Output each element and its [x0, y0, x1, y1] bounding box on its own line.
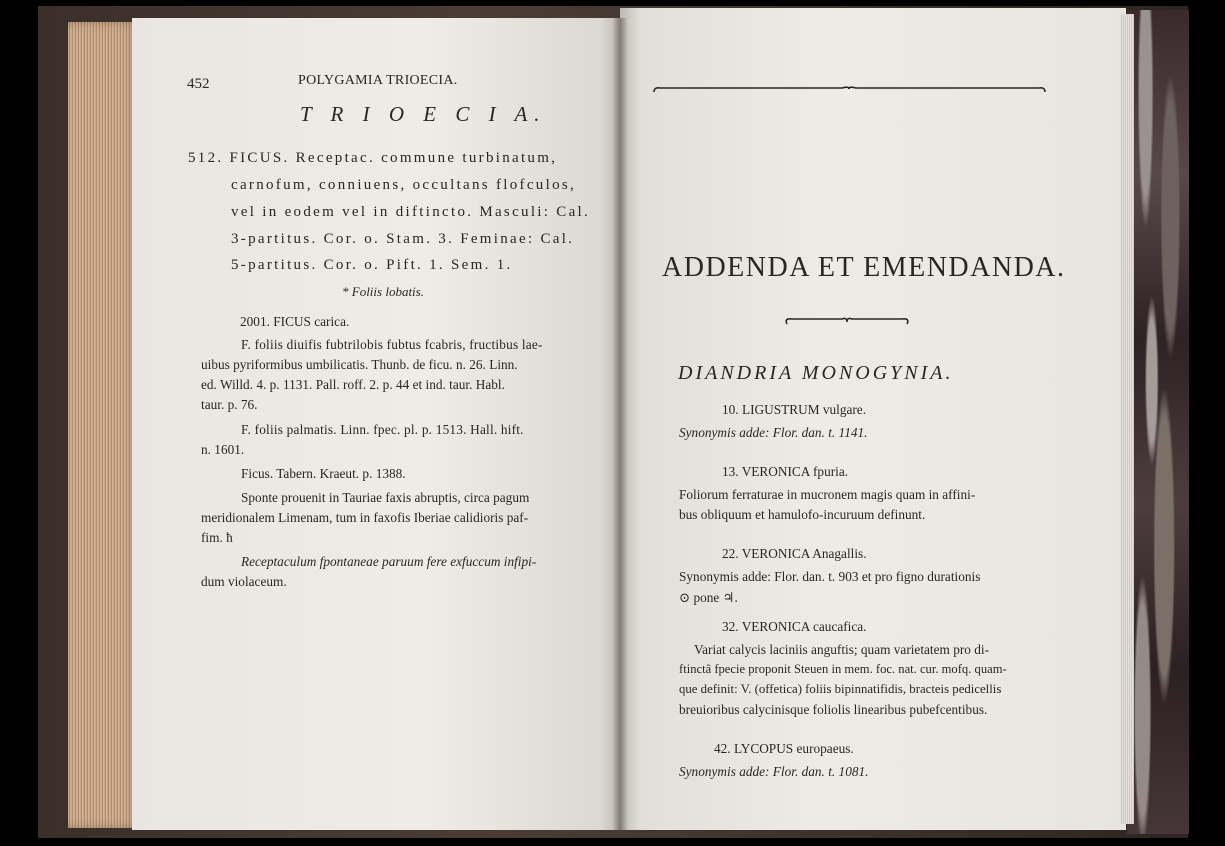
entry-text: Variat calycis laciniis anguftis; quam varietatem pro di-: [694, 642, 990, 657]
genus-line: 512. FICUS. Receptac. commune turbinatum,: [188, 150, 558, 166]
entry-text: bus obliquum et hamulofo-incuruum definunt.: [679, 507, 926, 522]
entry-text: Synonymis adde: Flor. dan. t. 1141.: [679, 425, 868, 440]
entry-text: ftinctâ fpecie proponit Steuen in mem. foc. nat. cur. mofq. quam-: [679, 662, 1007, 676]
marbled-board: [1127, 10, 1189, 834]
entry-heading: 13. VERONICA fpuria.: [722, 464, 849, 479]
text-line: meridionalem Limenam, tum in faxofis Iberiae calidioris paf-: [201, 510, 529, 525]
entry-heading: 22. VERONICA Anagallis.: [722, 546, 867, 561]
running-head: POLYGAMIA TRIOECIA.: [298, 73, 458, 88]
entry-text: Synonymis adde: Flor. dan. t. 903 et pro figno durationis: [679, 569, 981, 584]
entry-heading: 42. LYCOPUS europaeus.: [714, 741, 854, 756]
entry-text: breuioribus calycinisque foliolis linearibus pubefcentibus.: [679, 702, 988, 717]
text-line: n. 1601.: [201, 442, 245, 457]
ornamental-rule-top: [652, 86, 1047, 94]
page-edges: [68, 22, 140, 828]
text-line: Receptaculum fpontaneae paruum fere exfuccum infipi-: [241, 554, 537, 569]
book-gutter: [612, 18, 628, 830]
entry-text: ⊙ pone ♃.: [679, 590, 738, 605]
text-line: F. foliis palmatis. Linn. fpec. pl. p. 1513. Hall. hift.: [241, 422, 524, 437]
right-page-edges: [1120, 14, 1134, 824]
text-line: F. foliis diuifis fubtrilobis fubtus fcabris, fructibus lae-: [241, 337, 543, 352]
genus-line: 5-partitus. Cor. o. Pift. 1. Sem. 1.: [231, 257, 513, 273]
text-line: Ficus. Tabern. Kraeut. p. 1388.: [241, 466, 406, 481]
ornamental-rule-small: [784, 316, 910, 326]
text-line: fim. ħ: [201, 530, 233, 545]
text-line: taur. p. 76.: [201, 397, 258, 412]
section-heading: DIANDRIA MONOGYNIA.: [678, 362, 954, 384]
text-line: ed. Willd. 4. p. 1131. Pall. roff. 2. p. 44 et ind. taur. Habl.: [201, 377, 505, 392]
text-line: Sponte prouenit in Tauriae faxis abruptis, circa pagum: [241, 490, 530, 505]
genus-line: vel in eodem vel in diftincto. Masculi: Cal.: [231, 204, 591, 220]
page-number: 452: [187, 76, 210, 92]
addenda-title: ADDENDA ET EMENDANDA.: [662, 252, 1066, 283]
text-line: dum violaceum.: [201, 574, 287, 589]
genus-line: carnofum, conniuens, occultans flofculos,: [231, 177, 577, 193]
subsection-heading: * Foliis lobatis.: [342, 284, 424, 299]
entry-text: Foliorum ferraturae in mucronem magis quam in affini-: [679, 487, 976, 502]
species-heading: 2001. FICUS carica.: [240, 314, 350, 329]
section-title: T R I O E C I A.: [300, 102, 547, 126]
entry-heading: 32. VERONICA caucafica.: [722, 619, 867, 634]
text-line: uibus pyriformibus umbilicatis. Thunb. de ficu. n. 26. Linn.: [201, 357, 518, 372]
genus-line: 3-partitus. Cor. o. Stam. 3. Feminae: Cal.: [231, 231, 575, 247]
entry-heading: 10. LIGUSTRUM vulgare.: [722, 402, 867, 417]
entry-text: que definit: V. (offetica) foliis bipinnatifidis, bracteis pedicellis: [679, 682, 1002, 696]
entry-text: Synonymis adde: Flor. dan. t. 1081.: [679, 764, 869, 779]
